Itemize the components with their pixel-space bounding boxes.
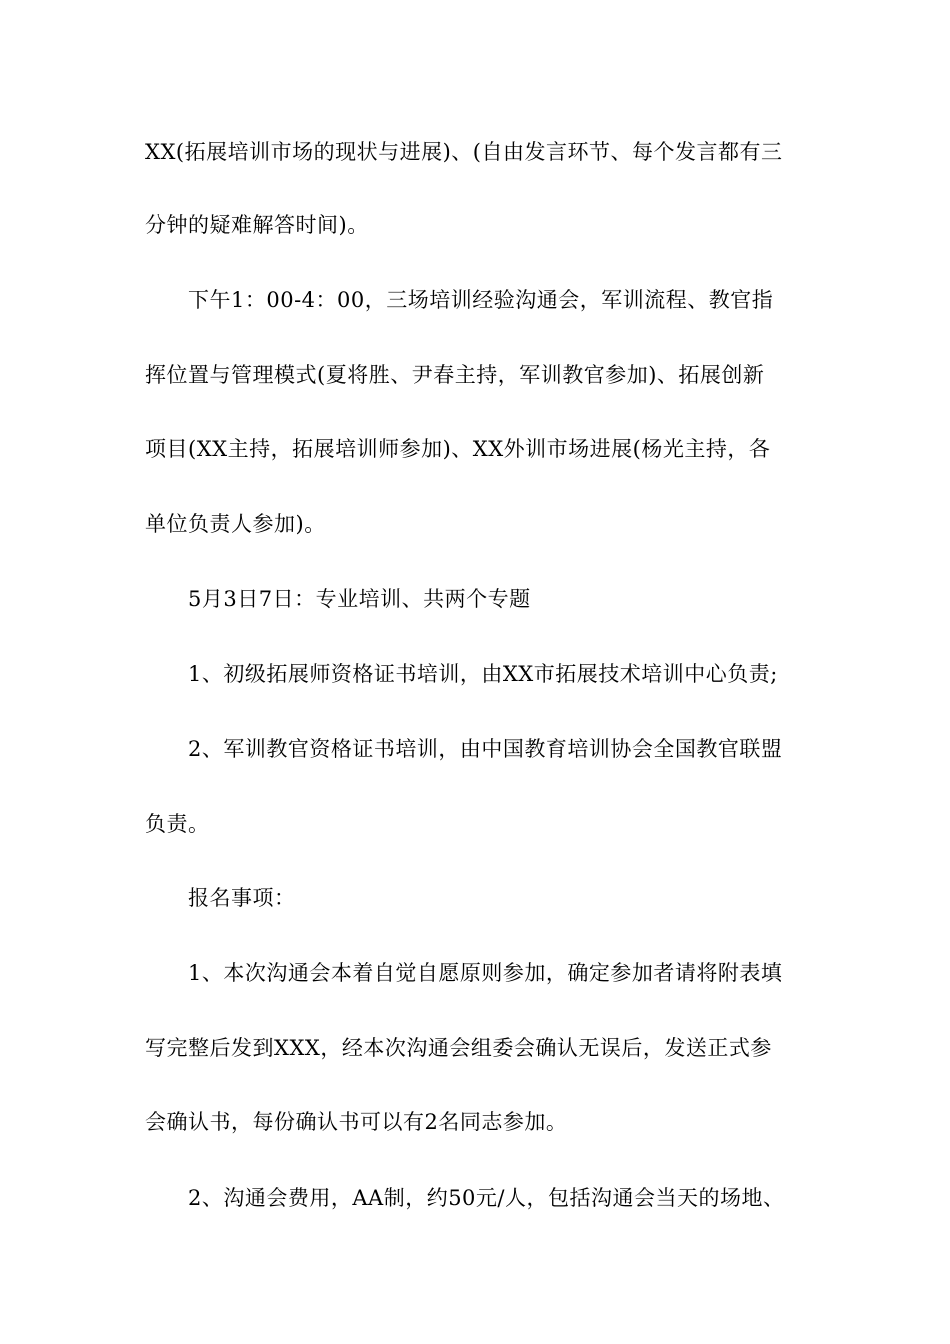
paragraph-line: 下午1：00-4：00，三场培训经验沟通会，军训流程、教官指 [188,288,774,312]
paragraph-line: 2、沟通会费用，AA制，约50元/人，包括沟通会当天的场地、 [188,1186,785,1210]
paragraph-line: 写完整后发到XXX，经本次沟通会组委会确认无误后，发送正式参 [145,1036,772,1060]
paragraph-line: 挥位置与管理模式(夏将胜、尹春主持，军训教官参加)、拓展创新 [145,363,765,387]
paragraph-line: 1、本次沟通会本着自觉自愿原则参加，确定参加者请将附表填 [188,961,783,985]
paragraph-line: 单位负责人参加)。 [145,512,326,536]
paragraph-line: 负责。 [145,812,210,836]
paragraph-line: 1、初级拓展师资格证书培训，由XX市拓展技术培训中心负责; [188,662,778,686]
paragraph-line: 项目(XX主持，拓展培训师参加)、XX外训市场进展(杨光主持，各 [145,437,771,461]
section-heading: 报名事项： [188,886,296,910]
paragraph-line: 2、军训教官资格证书培训，由中国教育培训协会全国教官联盟 [188,737,783,761]
paragraph-line: 5月3日7日：专业培训、共两个专题 [188,587,531,611]
paragraph-line: 会确认书，每份确认书可以有2名同志参加。 [145,1110,568,1134]
paragraph-line: 分钟的疑难解答时间)。 [145,213,369,237]
paragraph-line: XX(拓展培训市场的现状与进展)、(自由发言环节、每个发言都有三 [145,140,783,164]
